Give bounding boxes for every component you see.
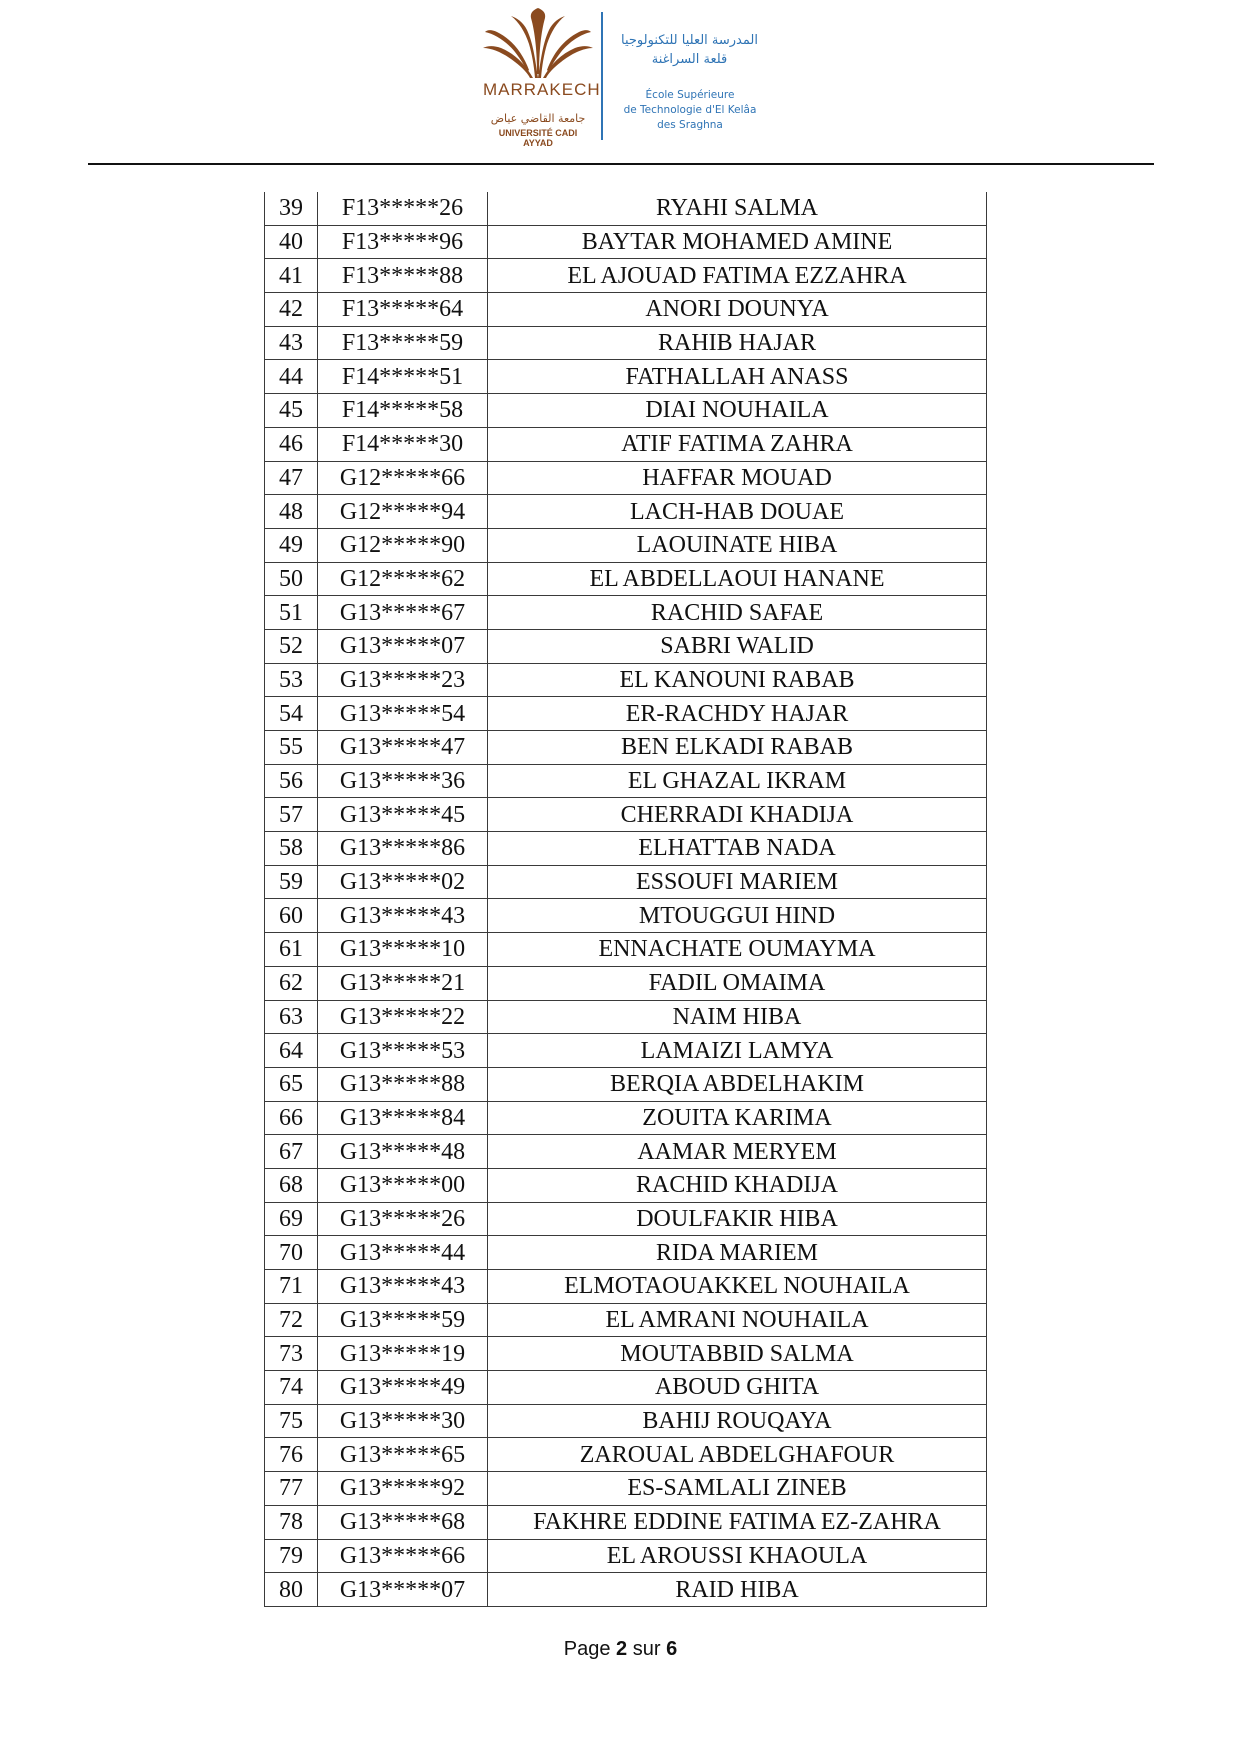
student-name-cell: SABRI WALID bbox=[488, 629, 987, 663]
table-row bbox=[265, 1034, 987, 1068]
logo-university-arabic: جامعة القاضي عياض bbox=[490, 112, 586, 125]
student-name-cell: ANORI DOUNYA bbox=[488, 293, 987, 327]
student-id-cell: G13*****47 bbox=[318, 731, 488, 765]
student-id-cell: G13*****92 bbox=[318, 1472, 488, 1506]
logo-university-name: UNIVERSITÉ CADI AYYAD bbox=[498, 128, 578, 148]
student-name-cell: DOULFAKIR HIBA bbox=[488, 1202, 987, 1236]
row-number-cell: 57 bbox=[265, 798, 318, 832]
table-row bbox=[265, 1000, 987, 1034]
student-id-cell: G13*****00 bbox=[318, 1168, 488, 1202]
row-number-cell: 59 bbox=[265, 865, 318, 899]
logo-city-text: MARRAKECH bbox=[483, 80, 601, 99]
student-name-cell: ZAROUAL ABDELGHAFOUR bbox=[488, 1438, 987, 1472]
row-number-cell: 79 bbox=[265, 1539, 318, 1573]
page-total: 6 bbox=[666, 1638, 678, 1660]
student-name-cell: FATHALLAH ANASS bbox=[488, 360, 987, 394]
table-row bbox=[265, 1101, 987, 1135]
row-number-cell: 42 bbox=[265, 293, 318, 327]
student-id-cell: F13*****26 bbox=[318, 192, 488, 225]
row-number-cell: 50 bbox=[265, 562, 318, 596]
student-name-cell: NAIM HIBA bbox=[488, 1000, 987, 1034]
student-name-cell: RIDA MARIEM bbox=[488, 1236, 987, 1270]
student-id-cell: G13*****48 bbox=[318, 1135, 488, 1169]
row-number-cell: 68 bbox=[265, 1168, 318, 1202]
row-number-cell: 63 bbox=[265, 1000, 318, 1034]
table-row bbox=[265, 1067, 987, 1101]
row-number-cell: 45 bbox=[265, 394, 318, 428]
table-row bbox=[265, 798, 987, 832]
student-id-cell: G13*****02 bbox=[318, 865, 488, 899]
row-number-cell: 41 bbox=[265, 259, 318, 293]
student-name-cell: BEN ELKADI RABAB bbox=[488, 731, 987, 765]
row-number-cell: 58 bbox=[265, 832, 318, 866]
student-name-cell: ELMOTAOUAKKEL NOUHAILA bbox=[488, 1270, 987, 1304]
student-name-cell: RAHIB HAJAR bbox=[488, 326, 987, 360]
row-number-cell: 71 bbox=[265, 1270, 318, 1304]
student-name-cell: ESSOUFI MARIEM bbox=[488, 865, 987, 899]
student-id-cell: G13*****07 bbox=[318, 1573, 488, 1607]
student-name-cell: RACHID SAFAE bbox=[488, 596, 987, 630]
page-footer bbox=[0, 1638, 1241, 1661]
student-id-cell: G13*****49 bbox=[318, 1371, 488, 1405]
student-id-cell: G13*****36 bbox=[318, 764, 488, 798]
student-id-cell: F14*****30 bbox=[318, 427, 488, 461]
row-number-cell: 60 bbox=[265, 899, 318, 933]
table-row bbox=[265, 966, 987, 1000]
student-id-cell: G13*****23 bbox=[318, 663, 488, 697]
table-row bbox=[265, 764, 987, 798]
student-name-cell: BAHIJ ROUQAYA bbox=[488, 1404, 987, 1438]
student-name-cell: ABOUD GHITA bbox=[488, 1371, 987, 1405]
student-name-cell: ATIF FATIMA ZAHRA bbox=[488, 427, 987, 461]
table-row bbox=[265, 899, 987, 933]
student-name-cell: BAYTAR MOHAMED AMINE bbox=[488, 225, 987, 259]
student-id-cell: G13*****22 bbox=[318, 1000, 488, 1034]
student-name-cell: ENNACHATE OUMAYMA bbox=[488, 933, 987, 967]
table-row bbox=[265, 1168, 987, 1202]
table-row bbox=[265, 1472, 987, 1506]
row-number-cell: 51 bbox=[265, 596, 318, 630]
student-name-cell: DIAI NOUHAILA bbox=[488, 394, 987, 428]
student-id-cell: F14*****58 bbox=[318, 394, 488, 428]
student-id-cell: G13*****67 bbox=[318, 596, 488, 630]
student-id-cell: G13*****53 bbox=[318, 1034, 488, 1068]
row-number-cell: 53 bbox=[265, 663, 318, 697]
student-name-cell: EL KANOUNI RABAB bbox=[488, 663, 987, 697]
student-name-cell: CHERRADI KHADIJA bbox=[488, 798, 987, 832]
student-id-cell: G13*****54 bbox=[318, 697, 488, 731]
row-number-cell: 67 bbox=[265, 1135, 318, 1169]
table-row bbox=[265, 528, 987, 562]
page-separator: sur bbox=[632, 1638, 661, 1660]
table-row bbox=[265, 1539, 987, 1573]
student-name-cell: LACH-HAB DOUAE bbox=[488, 495, 987, 529]
row-number-cell: 52 bbox=[265, 629, 318, 663]
student-name-cell: FADIL OMAIMA bbox=[488, 966, 987, 1000]
table-row bbox=[265, 293, 987, 327]
row-number-cell: 39 bbox=[265, 192, 318, 225]
student-id-cell: G13*****26 bbox=[318, 1202, 488, 1236]
student-id-cell: G12*****62 bbox=[318, 562, 488, 596]
table-row bbox=[265, 1438, 987, 1472]
student-id-cell: G13*****84 bbox=[318, 1101, 488, 1135]
row-number-cell: 75 bbox=[265, 1404, 318, 1438]
row-number-cell: 73 bbox=[265, 1337, 318, 1371]
student-id-cell: G13*****66 bbox=[318, 1539, 488, 1573]
student-id-cell: G13*****43 bbox=[318, 1270, 488, 1304]
student-name-cell: AAMAR MERYEM bbox=[488, 1135, 987, 1169]
row-number-cell: 40 bbox=[265, 225, 318, 259]
table-row bbox=[265, 1505, 987, 1539]
student-id-cell: G12*****90 bbox=[318, 528, 488, 562]
table-row bbox=[265, 495, 987, 529]
row-number-cell: 47 bbox=[265, 461, 318, 495]
row-number-cell: 49 bbox=[265, 528, 318, 562]
table-row bbox=[265, 326, 987, 360]
student-id-cell: F13*****88 bbox=[318, 259, 488, 293]
row-number-cell: 56 bbox=[265, 764, 318, 798]
row-number-cell: 76 bbox=[265, 1438, 318, 1472]
student-id-cell: G13*****30 bbox=[318, 1404, 488, 1438]
student-name-cell: RACHID KHADIJA bbox=[488, 1168, 987, 1202]
row-number-cell: 70 bbox=[265, 1236, 318, 1270]
student-name-cell: RYAHI SALMA bbox=[488, 192, 987, 225]
student-id-cell: G13*****59 bbox=[318, 1303, 488, 1337]
student-name-cell: ES-SAMLALI ZINEB bbox=[488, 1472, 987, 1506]
table-row bbox=[265, 596, 987, 630]
student-name-cell: FAKHRE EDDINE FATIMA EZ-ZAHRA bbox=[488, 1505, 987, 1539]
page-prefix: Page bbox=[563, 1638, 611, 1660]
student-id-cell: G12*****66 bbox=[318, 461, 488, 495]
table-row bbox=[265, 865, 987, 899]
table-row bbox=[265, 394, 987, 428]
student-id-cell: G13*****88 bbox=[318, 1067, 488, 1101]
table-row bbox=[265, 731, 987, 765]
row-number-cell: 48 bbox=[265, 495, 318, 529]
student-name-cell: ZOUITA KARIMA bbox=[488, 1101, 987, 1135]
row-number-cell: 54 bbox=[265, 697, 318, 731]
student-id-cell: G13*****68 bbox=[318, 1505, 488, 1539]
student-name-cell: ELHATTAB NADA bbox=[488, 832, 987, 866]
school-name-arabic-line2: قلعة السراغنة bbox=[651, 52, 728, 67]
school-name-french-line1: École Supérieure bbox=[645, 89, 735, 101]
table-row bbox=[265, 461, 987, 495]
row-number-cell: 64 bbox=[265, 1034, 318, 1068]
student-id-cell: G13*****44 bbox=[318, 1236, 488, 1270]
palm-logo-icon bbox=[483, 8, 593, 80]
student-id-cell: F14*****51 bbox=[318, 360, 488, 394]
table-row bbox=[265, 663, 987, 697]
student-id-cell: G13*****10 bbox=[318, 933, 488, 967]
student-name-cell: EL AMRANI NOUHAILA bbox=[488, 1303, 987, 1337]
student-list-table bbox=[264, 192, 987, 1607]
row-number-cell: 43 bbox=[265, 326, 318, 360]
header-vertical-divider bbox=[601, 12, 603, 140]
table-row bbox=[265, 1404, 987, 1438]
table-row bbox=[265, 697, 987, 731]
row-number-cell: 77 bbox=[265, 1472, 318, 1506]
row-number-cell: 44 bbox=[265, 360, 318, 394]
student-name-cell: BERQIA ABDELHAKIM bbox=[488, 1067, 987, 1101]
school-name-french-line3: des Sraghna bbox=[657, 119, 723, 131]
row-number-cell: 65 bbox=[265, 1067, 318, 1101]
table-row bbox=[265, 562, 987, 596]
row-number-cell: 61 bbox=[265, 933, 318, 967]
student-id-cell: G12*****94 bbox=[318, 495, 488, 529]
university-logo bbox=[483, 8, 601, 148]
student-name-cell: MTOUGGUI HIND bbox=[488, 899, 987, 933]
student-id-cell: G13*****86 bbox=[318, 832, 488, 866]
table-row bbox=[265, 427, 987, 461]
student-name-cell: LAMAIZI LAMYA bbox=[488, 1034, 987, 1068]
row-number-cell: 72 bbox=[265, 1303, 318, 1337]
table-row bbox=[265, 629, 987, 663]
table-row bbox=[265, 933, 987, 967]
student-id-cell: F13*****96 bbox=[318, 225, 488, 259]
table-row bbox=[265, 1135, 987, 1169]
student-id-cell: G13*****19 bbox=[318, 1337, 488, 1371]
student-id-cell: G13*****21 bbox=[318, 966, 488, 1000]
table-row bbox=[265, 1236, 987, 1270]
student-id-cell: F13*****59 bbox=[318, 326, 488, 360]
row-number-cell: 78 bbox=[265, 1505, 318, 1539]
table-row bbox=[265, 832, 987, 866]
table-row bbox=[265, 192, 987, 225]
table-row bbox=[265, 1202, 987, 1236]
table-row bbox=[265, 1371, 987, 1405]
row-number-cell: 74 bbox=[265, 1371, 318, 1405]
student-id-cell: F13*****64 bbox=[318, 293, 488, 327]
row-number-cell: 66 bbox=[265, 1101, 318, 1135]
table-row bbox=[265, 1270, 987, 1304]
school-name-arabic-line1: المدرسة العليا للتكنولوجيا bbox=[621, 33, 758, 48]
table-row bbox=[265, 225, 987, 259]
table-row bbox=[265, 1303, 987, 1337]
row-number-cell: 80 bbox=[265, 1573, 318, 1607]
student-name-cell: MOUTABBID SALMA bbox=[488, 1337, 987, 1371]
student-name-cell: EL AJOUAD FATIMA EZZAHRA bbox=[488, 259, 987, 293]
header-rule bbox=[88, 163, 1154, 165]
school-name-french bbox=[606, 88, 774, 133]
student-name-cell: EL GHAZAL IKRAM bbox=[488, 764, 987, 798]
student-name-cell: HAFFAR MOUAD bbox=[488, 461, 987, 495]
page-header bbox=[0, 0, 1241, 165]
table-row bbox=[265, 360, 987, 394]
school-name-french-line2: de Technologie d'El Kelâa bbox=[623, 104, 757, 116]
row-number-cell: 55 bbox=[265, 731, 318, 765]
row-number-cell: 62 bbox=[265, 966, 318, 1000]
student-name-cell: RAID HIBA bbox=[488, 1573, 987, 1607]
student-name-cell: ER-RACHDY HAJAR bbox=[488, 697, 987, 731]
student-name-cell: LAOUINATE HIBA bbox=[488, 528, 987, 562]
table-row bbox=[265, 259, 987, 293]
student-id-cell: G13*****43 bbox=[318, 899, 488, 933]
page-current: 2 bbox=[616, 1638, 628, 1660]
student-id-cell: G13*****65 bbox=[318, 1438, 488, 1472]
student-name-cell: EL AROUSSI KHAOULA bbox=[488, 1539, 987, 1573]
student-name-cell: EL ABDELLAOUI HANANE bbox=[488, 562, 987, 596]
row-number-cell: 69 bbox=[265, 1202, 318, 1236]
table-row bbox=[265, 1573, 987, 1607]
row-number-cell: 46 bbox=[265, 427, 318, 461]
student-list-body bbox=[265, 192, 987, 1606]
table-row bbox=[265, 1337, 987, 1371]
student-id-cell: G13*****07 bbox=[318, 629, 488, 663]
student-id-cell: G13*****45 bbox=[318, 798, 488, 832]
